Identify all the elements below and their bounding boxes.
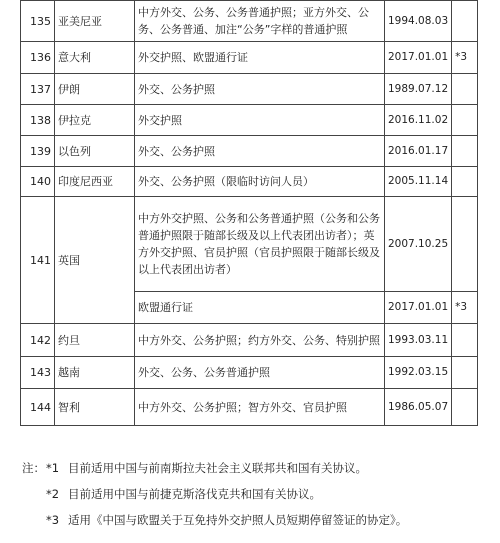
- footnote-marker: *2: [46, 487, 60, 501]
- note-ref: [452, 1, 478, 42]
- effective-date: 1989.07.12: [385, 74, 452, 105]
- country-name: 伊朗: [55, 74, 135, 105]
- note-ref: [452, 136, 478, 167]
- row-number: 144: [21, 389, 55, 426]
- country-name: 智利: [55, 389, 135, 426]
- table-row: [21, 357, 478, 389]
- effective-date: 1992.03.15: [385, 357, 452, 389]
- passport-types: 中方外交护照、公务和公务普通护照（公务和公务普通护照限于随部长级及以上代表团出访者）；英方外交护照、官员护照（官员护照限于随部长级及以上代表团出访者）: [135, 197, 385, 292]
- row-number: 137: [21, 74, 55, 105]
- country-name: 约旦: [55, 324, 135, 357]
- table-row: [21, 167, 478, 197]
- passport-types: 中方外交、公务护照；约方外交、公务、特别护照: [135, 324, 385, 357]
- row-number: 139: [21, 136, 55, 167]
- footnote-prefix: 注：: [22, 461, 45, 475]
- note-ref: [452, 197, 478, 292]
- note-ref: [452, 74, 478, 105]
- table-row: [21, 197, 478, 292]
- country-name: 亚美尼亚: [55, 1, 135, 42]
- passport-types: 外交、公务护照: [135, 74, 385, 105]
- effective-date: 2007.10.25: [385, 197, 452, 292]
- country-name: 英国: [55, 197, 135, 324]
- passport-types: 外交护照、欧盟通行证: [135, 42, 385, 74]
- effective-date: 1993.03.11: [385, 324, 452, 357]
- footnote-text: 目前适用中国与前南斯拉夫社会主义联邦共和国有关协议。: [68, 461, 367, 475]
- footnote-text: 目前适用中国与前捷克斯洛伐克共和国有关协议。: [68, 487, 321, 501]
- effective-date: 2017.01.01: [385, 42, 452, 74]
- country-name: 越南: [55, 357, 135, 389]
- table-row: [21, 136, 478, 167]
- note-ref: [452, 105, 478, 136]
- footnote-marker: *1: [46, 461, 60, 475]
- passport-types: 中方外交、公务护照；智方外交、官员护照: [135, 389, 385, 426]
- note-ref: *3: [452, 292, 478, 324]
- visa-exemption-table: [20, 0, 478, 426]
- table-row: [21, 74, 478, 105]
- row-number: 135: [21, 1, 55, 42]
- footnote-marker: *3: [46, 513, 60, 527]
- passport-types: 外交护照: [135, 105, 385, 136]
- effective-date: 2016.11.02: [385, 105, 452, 136]
- country-name: 意大利: [55, 42, 135, 74]
- footnote-text: 适用《中国与欧盟关于互免持外交护照人员短期停留签证的协定》。: [68, 513, 408, 527]
- passport-types: 欧盟通行证: [135, 292, 385, 324]
- footnote-2: [22, 481, 492, 507]
- note-ref: [452, 167, 478, 197]
- passport-types: 外交、公务护照: [135, 136, 385, 167]
- effective-date: 2016.01.17: [385, 136, 452, 167]
- passport-types: 外交、公务、公务普通护照: [135, 357, 385, 389]
- effective-date: 2005.11.14: [385, 167, 452, 197]
- footnotes: [22, 455, 492, 533]
- row-number: 140: [21, 167, 55, 197]
- country-name: 印度尼西亚: [55, 167, 135, 197]
- table-row: [21, 324, 478, 357]
- passport-types: 中方外交、公务、公务普通护照；亚方外交、公务、公务普通、加注“公务”字样的普通护照: [135, 1, 385, 42]
- footnote-1: [22, 455, 492, 481]
- effective-date: 2017.01.01: [385, 292, 452, 324]
- row-number: 136: [21, 42, 55, 74]
- note-ref: [452, 324, 478, 357]
- note-ref: *3: [452, 42, 478, 74]
- row-number: 141: [21, 197, 55, 324]
- country-name: 以色列: [55, 136, 135, 167]
- passport-types: 外交、公务护照（限临时访问人员）: [135, 167, 385, 197]
- effective-date: 1994.08.03: [385, 1, 452, 42]
- footnote-3: [22, 507, 492, 533]
- table-row: [21, 389, 478, 426]
- effective-date: 1986.05.07: [385, 389, 452, 426]
- row-number: 143: [21, 357, 55, 389]
- table-row: [21, 42, 478, 74]
- row-number: 138: [21, 105, 55, 136]
- note-ref: [452, 389, 478, 426]
- table-body: [21, 1, 478, 426]
- country-name: 伊拉克: [55, 105, 135, 136]
- row-number: 142: [21, 324, 55, 357]
- table-row: [21, 1, 478, 42]
- table-row: [21, 105, 478, 136]
- note-ref: [452, 357, 478, 389]
